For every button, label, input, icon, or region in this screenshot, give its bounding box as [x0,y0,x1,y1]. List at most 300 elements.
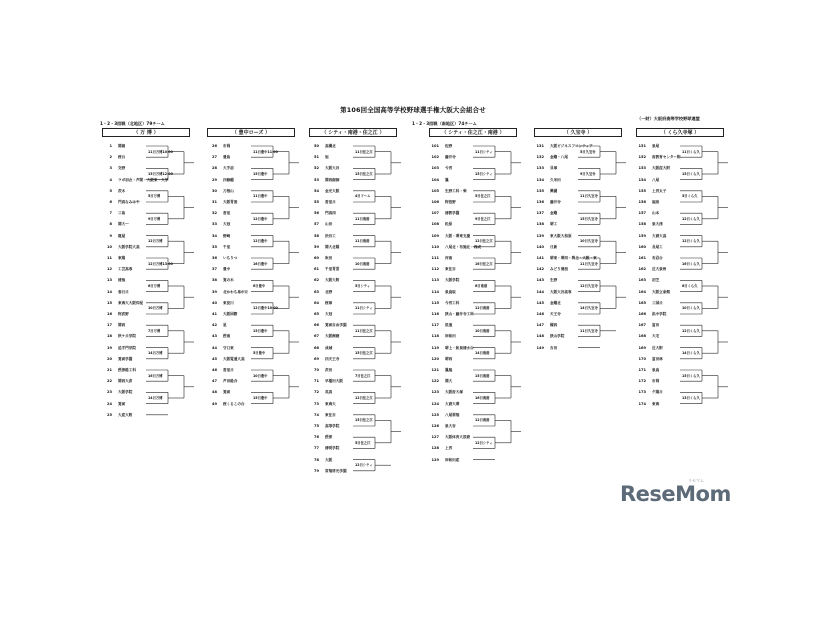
team-row [305,254,332,262]
team-number: 68 [313,345,319,350]
team-number: 62 [313,278,319,283]
team-number: 60 [313,256,319,260]
team-number: 143 [536,278,544,283]
team-name: 阿倍野 [445,200,456,204]
team-row [530,220,557,228]
team-name: 貝塚 [550,166,558,171]
team-row [305,344,332,352]
team-number: 40 [211,300,217,305]
team-row [203,187,234,195]
team-name: 大宅 [652,334,660,339]
team-name: 香里 [223,211,231,216]
team-name: 岸和田 [445,334,456,339]
game-label: 16日くら久 [682,261,700,266]
team-row [425,400,459,408]
team-number: 165 [638,300,646,305]
team-row [98,366,136,374]
team-row [203,276,234,284]
team-number: 79 [313,468,319,473]
team-number: 57 [313,222,319,227]
team-name: 金剛北 [550,300,561,305]
team-name: 大冠 [223,222,231,227]
team-row [425,344,474,352]
game-label: 12日住之江 [475,239,493,244]
team-name: 門真西 [325,211,336,216]
team-number: 54 [313,188,319,193]
team-name: 箕面学園 [118,356,133,361]
team-number: 12 [106,267,112,272]
team-row [203,332,230,340]
team-row [305,142,336,150]
team-row [530,198,561,206]
game-label: 5日久宝寺 [580,149,596,154]
team-name: 関大一 [118,222,129,227]
team-number: 49 [211,401,217,406]
team-row [632,142,659,150]
game-label: 12日万博 [148,239,163,244]
team-name: 狭山・藤井寺工科 [445,312,474,316]
team-number: 144 [536,289,544,294]
team-row [203,254,237,262]
team-row [98,176,168,184]
team-name: 吉田 [550,345,558,350]
team-row [425,377,452,385]
team-name: 大阪立命館 [652,289,670,294]
team-number: 153 [638,166,646,171]
venue-header: （ くら久寺塚 ） [636,128,724,137]
team-number: 59 [313,244,319,249]
team-name: 上宮太子 [652,188,667,193]
team-number: 119 [431,345,439,350]
team-number: 72 [313,390,319,395]
team-number: 64 [313,300,319,305]
game-label: 7日住之江 [355,373,371,378]
team-row [203,153,230,161]
team-row [203,232,230,240]
team-number: 3 [109,166,112,171]
team-name: 八尾翠翔 [445,412,460,417]
team-name: 関大北陽 [325,244,340,249]
team-row [203,344,234,352]
team-row [530,164,557,172]
game-label: 10日くら久 [682,306,700,311]
team-row [305,220,332,228]
game-label: 15日豊中 [253,328,268,333]
team-row [632,209,659,217]
team-number: 117 [431,323,439,328]
team-row [305,310,332,318]
team-name: 大産大附 [118,412,133,417]
team-row [305,232,336,240]
team-name: 寝屋 [118,233,126,238]
team-number: 136 [536,200,544,204]
team-number: 26 [211,144,217,148]
game-label: 15日シティ [475,172,493,176]
game-label: 6日南港 [475,284,488,288]
team-row [203,243,230,251]
team-number: 20 [106,356,112,361]
team-number: 51 [313,155,319,160]
team-row [632,164,670,172]
team-number: 29 [211,177,217,182]
team-number: 104 [431,177,439,182]
game-label: 12日豊中10:00 [253,306,278,311]
team-name: 芦田総合 [223,379,238,384]
game-label: 12日くら久 [682,216,700,221]
team-number: 169 [638,345,646,350]
team-name: 大阪学院 [445,278,460,283]
team-name: 金光大阪 [325,188,340,193]
game-label: 5日住之江 [475,194,491,199]
team-row [425,355,452,363]
team-name: 大商大高 [652,233,667,238]
team-number: 135 [536,188,544,193]
game-label: 15日住之江 [355,172,373,176]
team-row [530,187,557,195]
team-number: 61 [313,267,319,272]
team-number: 18 [106,334,112,339]
game-label: 16日万博 [148,373,163,378]
team-row [305,355,339,363]
team-name: 近大泉州 [652,267,667,272]
game-label: 5日住之江 [355,440,371,445]
team-name: 大阪府大塚 [445,390,463,395]
team-row [425,209,459,217]
game-label: 15日万博12:00 [148,172,173,176]
team-name: 東住吉 [325,412,336,417]
team-name: 東陽 [118,256,126,260]
team-number: 118 [431,334,439,339]
team-row [98,388,132,396]
team-row [425,220,452,228]
team-name: 関西大倉 [118,379,133,384]
team-number: 43 [211,334,217,339]
team-number: 53 [313,177,319,182]
team-name: 八尾北・布施北・西成 [445,244,481,249]
team-name: 生野工科・柴 [445,188,467,193]
team-name: 工芸高専 [118,267,133,272]
team-row [632,232,666,240]
team-row [98,243,140,251]
team-name: 刀根山 [223,188,234,193]
team-name: 東大阪大柏原 [550,233,572,238]
team-number: 52 [313,166,319,171]
team-name: 泉大谷 [445,424,456,428]
game-label: 12日住之江 [355,396,373,400]
venue-header: （ 万 博 ） [102,128,190,137]
team-number: 6 [109,200,112,204]
team-name: 岸和田産 [445,457,460,462]
team-number: 44 [211,345,217,350]
team-row [425,232,470,240]
game-label: 12日くら久 [682,239,700,244]
game-label: 11日住之江 [355,149,373,154]
game-label: 16日住之江 [475,261,493,266]
team-row [530,288,572,296]
team-name: 藤井寺 [445,155,456,160]
game-label: 6日くら久 [682,284,698,288]
team-row [425,299,459,307]
team-number: 73 [313,401,319,406]
team-row [98,321,125,329]
team-row [305,209,336,217]
team-number: 107 [431,211,439,216]
team-number: 13 [106,278,112,283]
team-row [425,321,452,329]
game-label: 10日南港 [355,261,370,266]
game-label: 15日住之江 [355,351,373,356]
team-number: 4 [109,177,112,182]
game-label: 14日南港 [475,351,490,356]
team-number: 160 [638,244,646,249]
team-name: 富田林 [652,356,663,361]
team-row [632,153,681,161]
team-row [425,142,452,150]
team-number: 123 [431,390,439,395]
team-number: 108 [431,222,439,227]
team-row [203,388,230,396]
game-label: 9日万博 [148,216,161,221]
team-row [305,299,332,307]
team-name: 興國 [550,188,558,193]
team-row [98,198,140,206]
team-name: 東海大 [325,401,336,406]
team-name: 秋ケ丘学院 [118,334,136,339]
team-name: 日新 [550,244,558,249]
team-row [98,310,129,318]
team-row [203,400,245,408]
team-name: 常翔啓光学園 [325,468,347,473]
team-row [632,310,666,318]
team-name: 河南 [445,256,453,260]
team-name: 英真 [325,390,333,395]
team-row [425,254,452,262]
team-name: いちりつ [223,256,238,260]
team-number: 70 [313,368,319,372]
team-row [203,198,237,206]
team-number: 116 [431,312,439,316]
team-number: 10 [106,244,112,249]
team-row [632,254,663,262]
team-name: 摂津 [325,435,333,440]
team-number: 71 [313,379,319,384]
team-name: 茨木 [118,188,126,193]
team-row [530,265,568,273]
team-number: 27 [211,155,217,160]
team-row [632,288,670,296]
team-number: 128 [431,446,439,451]
game-label: 5日豊中 [253,351,266,356]
team-number: 171 [638,368,646,372]
game-label: 5日くら久 [682,194,698,199]
team-row [98,355,132,363]
team-name: 今宮工科 [445,300,460,305]
venue-header: （ 豊中ローズ ） [207,128,295,137]
team-name: 大阪国際 [223,312,238,316]
team-name: 夕陽丘 [652,390,663,395]
team-number: 101 [431,144,439,148]
team-number: 50 [313,144,319,148]
team-name: 浪速 [445,323,453,328]
team-row [203,377,237,385]
team-number: 167 [638,323,646,328]
team-number: 161 [638,256,646,260]
team-row [425,433,470,441]
team-name: 清風 [118,278,126,283]
team-name: 門真なみはや [118,200,140,204]
team-name: 大阪大谷 [325,166,340,171]
team-name: 久米田 [550,177,561,182]
team-row [425,288,456,296]
game-label: 6日万博 [148,284,161,288]
team-name: 今宮 [445,166,453,171]
team-number: 42 [211,323,217,328]
team-row [425,164,452,172]
team-name: 八尾 [652,177,660,182]
team-name: 豊島 [223,155,231,160]
team-name: 追手門学院 [118,345,136,350]
team-number: 37 [211,267,217,272]
team-number: 157 [638,211,646,216]
team-number: 122 [431,379,439,384]
team-name: みどり清朋 [550,267,568,272]
team-name: 香里丘 [223,368,234,372]
team-name: 清教学園 [445,211,460,216]
team-row [530,332,564,340]
game-label: 12日シティ [475,440,493,445]
team-name: 上宮 [445,446,453,451]
team-row [425,265,456,273]
game-label: 13日くら久 [682,396,700,400]
venue-header: （ シティ・南港・住之江 ） [309,128,397,137]
team-number: 74 [313,412,319,417]
team-number: 45 [211,356,217,361]
team-number: 77 [313,446,319,451]
team-number: 159 [638,233,646,238]
team-row [305,456,332,464]
team-name: 大阪・堺東支援 [445,233,471,238]
team-name: 箕面自由学園 [325,323,347,328]
team-name: 桜くるこの台 [223,401,245,406]
team-number: 141 [536,256,544,260]
team-name: 市岡 [223,144,231,148]
team-number: 23 [106,390,112,395]
team-number: 11 [106,256,112,260]
team-row [305,332,339,340]
team-number: 149 [536,345,544,350]
team-row [425,456,459,464]
team-row [305,377,343,385]
team-number: 69 [313,356,319,361]
team-number: 75 [313,424,319,428]
team-row [632,243,663,251]
team-name: 泉大津 [652,222,663,227]
team-row [203,142,230,150]
team-row [203,321,227,329]
team-number: 127 [431,435,439,440]
team-row [203,164,234,172]
resemom-logo-sub: リセマム [688,478,704,483]
team-number: 152 [638,155,646,160]
team-row [632,332,659,340]
team-name: 大阪青凌 [223,200,238,204]
game-label: 7日万博 [148,328,161,333]
team-number: 2 [109,155,112,160]
team-number: 34 [211,233,217,238]
team-row [632,276,659,284]
team-number: 9 [109,233,112,238]
team-row [530,153,568,161]
game-label: 4日ドーム [355,194,371,199]
team-number: 145 [536,300,544,305]
game-label: 5日シティ [355,284,371,288]
team-number: 166 [638,312,646,316]
team-number: 121 [431,368,439,372]
team-number: 132 [536,155,544,160]
team-name: 高等学院 [325,424,340,428]
team-number: 162 [638,267,646,272]
game-label: 16日南港 [475,396,490,400]
game-label: 10日南港 [475,328,490,333]
team-name: 三島 [118,211,126,216]
team-row [203,176,234,184]
team-row [632,344,663,352]
team-name: 大阪産大附 [652,166,670,171]
team-number: 158 [638,222,646,227]
team-number: 14 [106,289,112,294]
game-label: 10日久宝寺 [580,239,598,244]
team-name: 星 [223,323,227,328]
team-number: 146 [536,312,544,316]
team-row [305,366,332,374]
team-row [98,288,129,296]
game-label: 16日豊中 [253,261,268,266]
team-row [425,243,481,251]
game-label: 12日シティ [355,463,373,468]
team-row [203,265,230,273]
team-row [203,310,237,318]
team-row [305,467,347,475]
team-name: 泉鳥取 [445,289,456,294]
team-row [98,232,125,240]
team-number: 174 [638,401,646,406]
team-name: 関西 [118,323,126,328]
team-number: 163 [638,278,646,283]
team-number: 21 [106,368,112,372]
team-number: 126 [431,424,439,428]
team-number: 8 [109,222,112,227]
team-row [305,321,347,329]
team-row [305,198,336,206]
team-name: 堺西 [445,356,453,361]
team-row [632,355,663,363]
team-number: 32 [211,211,217,216]
team-name: 千里青雲 [325,267,340,272]
team-number: 17 [106,323,112,328]
team-name: 府教育センター附 [652,155,681,160]
team-name: 生野 [550,278,558,283]
team-number: 115 [431,300,439,305]
team-row [98,220,129,228]
team-row [98,153,125,161]
team-number: 25 [106,412,112,417]
team-number: 78 [313,457,319,462]
game-label: 14日久宝寺 [580,306,598,311]
team-name: 豊中 [223,267,231,272]
team-row [632,366,659,374]
team-row [98,142,125,150]
game-label: 15日豊中 [253,172,268,176]
